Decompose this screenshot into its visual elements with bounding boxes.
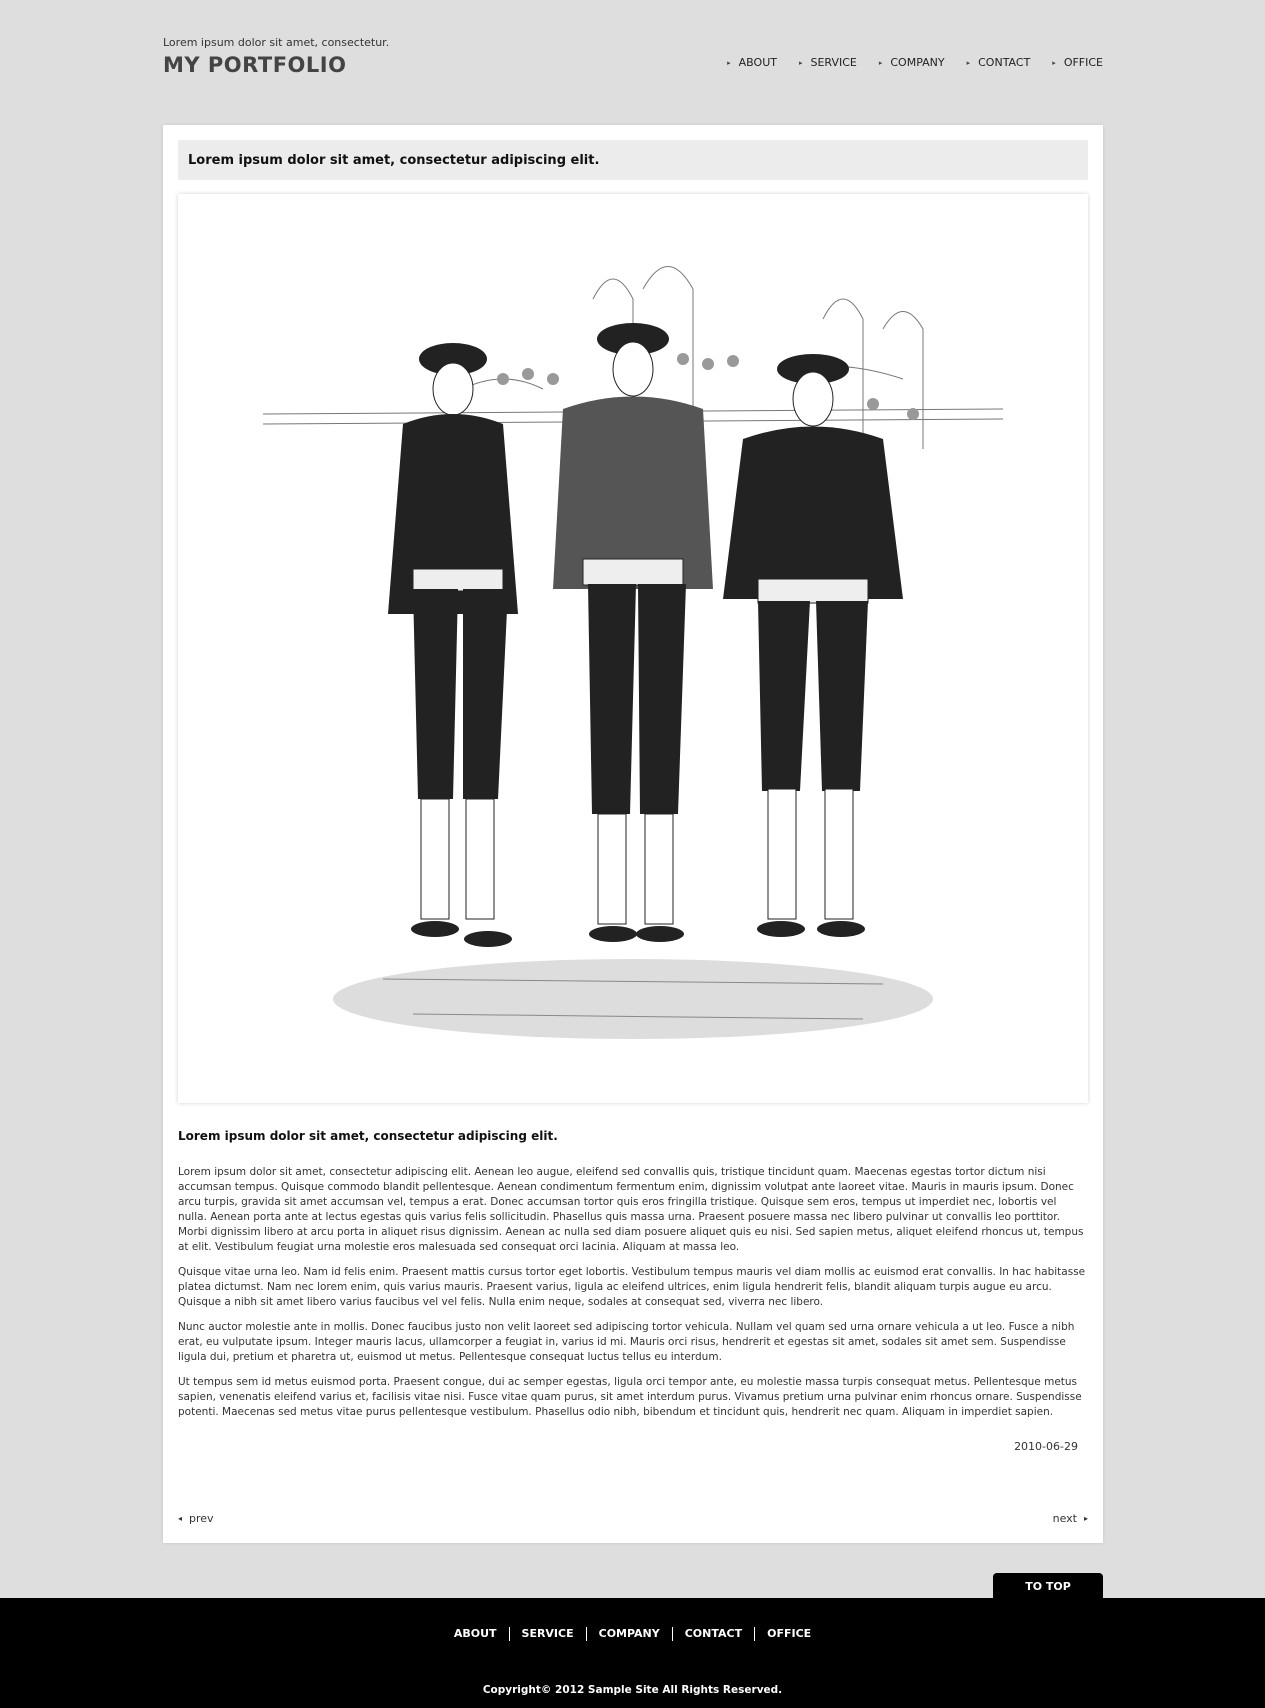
nav-item-contact[interactable] [967,56,1031,69]
matador-center [553,323,713,942]
to-top-button[interactable]: TO TOP [993,1573,1103,1599]
chevron-right-icon: ▸ [878,58,883,67]
chevron-right-icon: ▸ [1083,1514,1088,1523]
chevron-right-icon: ▸ [966,58,971,67]
nav-item-office[interactable] [1052,56,1103,69]
article-subhead: Lorem ipsum dolor sit amet, consectetur adipiscing elit. [178,1129,558,1143]
article-paragraph: Lorem ipsum dolor sit amet, consectetur adipiscing elit. Aenean leo augue, eleifend sed convallis quis, tristique tincidunt quam. Maecenas egestas tortor dictum nisi accumsan tempus. Quisque commodo blandit pellentesque. Aenean condimentum fermentum enim, dignissim volutpat ante laoreet vitae. Mauris in mauris ipsum. Donec arcu turpis, gravida sit amet accumsan vel, tempus a erat. Donec accumsan tortor quis eros fringilla tristique. Quisque sem eros, tempus ut imperdiet nec, lobortis vel nulla. Aenean porta ante at lectus egestas quis varius felis sollicitudin. Phasellus quis massa urna. Praesent posuere massa nec libero pulvinar ut convallis leo porttitor. Morbi dignissim libero at arcu porta in aliquet risus dignissim. Aenean ac nulla sed diam posuere aliquet quis eu nisi. Sed sapien metus, aliquet eleifend rhoncus ut, tempus at elit. Vestibulum feugiat urna molestie eros malesuada sed consequat orci lacinia. Aliquam at massa leo. [178,1166,1084,1253]
site-footer [0,1598,1265,1708]
matadors-illustration [263,239,1003,1059]
nav-item-label: SERVICE [810,56,857,69]
article-date: 2010-06-29 [1014,1440,1078,1453]
article-body [178,1165,1088,1430]
chevron-left-icon: ◂ [178,1514,183,1523]
chevron-right-icon: ▸ [727,58,731,67]
site-header [163,36,1103,86]
matador-left [388,343,518,947]
copyright: Copyright© 2012 Sample Site All Rights Reserved. [482,1684,783,1696]
chevron-right-icon: ▸ [798,58,803,67]
article-paragraph: Nunc auctor molestie ante in mollis. Donec faucibus justo non velit laoreet sed adipiscing tortor vehicula. Nullam vel quam sed urna ornare vehicula a ut leo. Fusce a nibh erat, eu vulputate ipsum. Integer mauris lacus, ullamcorper a feugiat in, varius id mi. Mauris orci risus, hendrerit et egestas sit amet, sodales sit amet sem. Suspendisse ligula dui, pretium et pharetra ut, euismod ut metus. Pellentesque consequat luctus tellus eu interdum. [178,1321,1075,1363]
matador-right [723,354,903,937]
article-image [178,194,1088,1103]
site-tagline: Lorem ipsum dolor sit amet, consectetur. [163,36,390,49]
next-link[interactable] [1053,1512,1088,1525]
footer-nav [0,1627,1265,1641]
chevron-right-icon: ▸ [1052,58,1056,67]
nav-item-label: OFFICE [1063,56,1103,69]
nav-item-label: ABOUT [738,56,777,69]
article-card [163,125,1103,1543]
nav-item-label: COMPANY [890,56,945,69]
main-nav [705,56,1103,69]
nav-item-service[interactable] [799,56,857,69]
footer-link-company[interactable]: COMPANY [586,1627,672,1641]
footer-link-service[interactable]: SERVICE [509,1627,586,1641]
prev-link[interactable] [178,1512,214,1525]
next-label: next [1052,1512,1077,1525]
article-paragraph: Ut tempus sem id metus euismod porta. Praesent congue, dui ac semper egestas, ligula orci tempor ante, eu molestie massa turpis consequat metus. Pellentesque metus sapien, venenatis eleifend varius et, facilisis vitae nisi. Fusce vitae quam purus, sit amet interdum purus. Vivamus pretium urna pulvinar enim rhoncus ornare. Suspendisse potenti. Maecenas sed metus vitae purus pellentesque vestibulum. Phasellus odio nibh, bibendum et tincidunt quis, hendrerit nec quam. Aliquam in imperdiet sapien. [178,1376,1082,1418]
site-logo[interactable]: MY PORTFOLIO [163,53,347,77]
article-paragraph: Quisque vitae urna leo. Nam id felis enim. Praesent mattis cursus tortor eget lobortis. Vestibulum tempus mauris vel diam mollis ac euismod erat convallis. In hac habitasse platea dictumst. Nam nec lorem enim, quis varius mauris. Praesent varius, ligula ac eleifend ultrices, enim ligula hendrerit felis, blandit aliquam turpis augue eu arcu. Quisque a nibh sit amet libero varius faucibus vel vel felis. Nulla enim neque, sodales at consequat sed, viverra nec libero. [178,1266,1086,1308]
footer-link-about[interactable]: ABOUT [453,1627,497,1640]
nav-item-company[interactable] [879,56,945,69]
footer-link-contact[interactable]: CONTACT [672,1627,754,1641]
nav-item-about[interactable] [727,56,777,69]
footer-link-office[interactable]: OFFICE [754,1627,823,1641]
nav-item-label: CONTACT [978,56,1031,69]
prev-label: prev [189,1512,214,1525]
article-title: Lorem ipsum dolor sit amet, consectetur adipiscing elit. [178,140,1088,180]
